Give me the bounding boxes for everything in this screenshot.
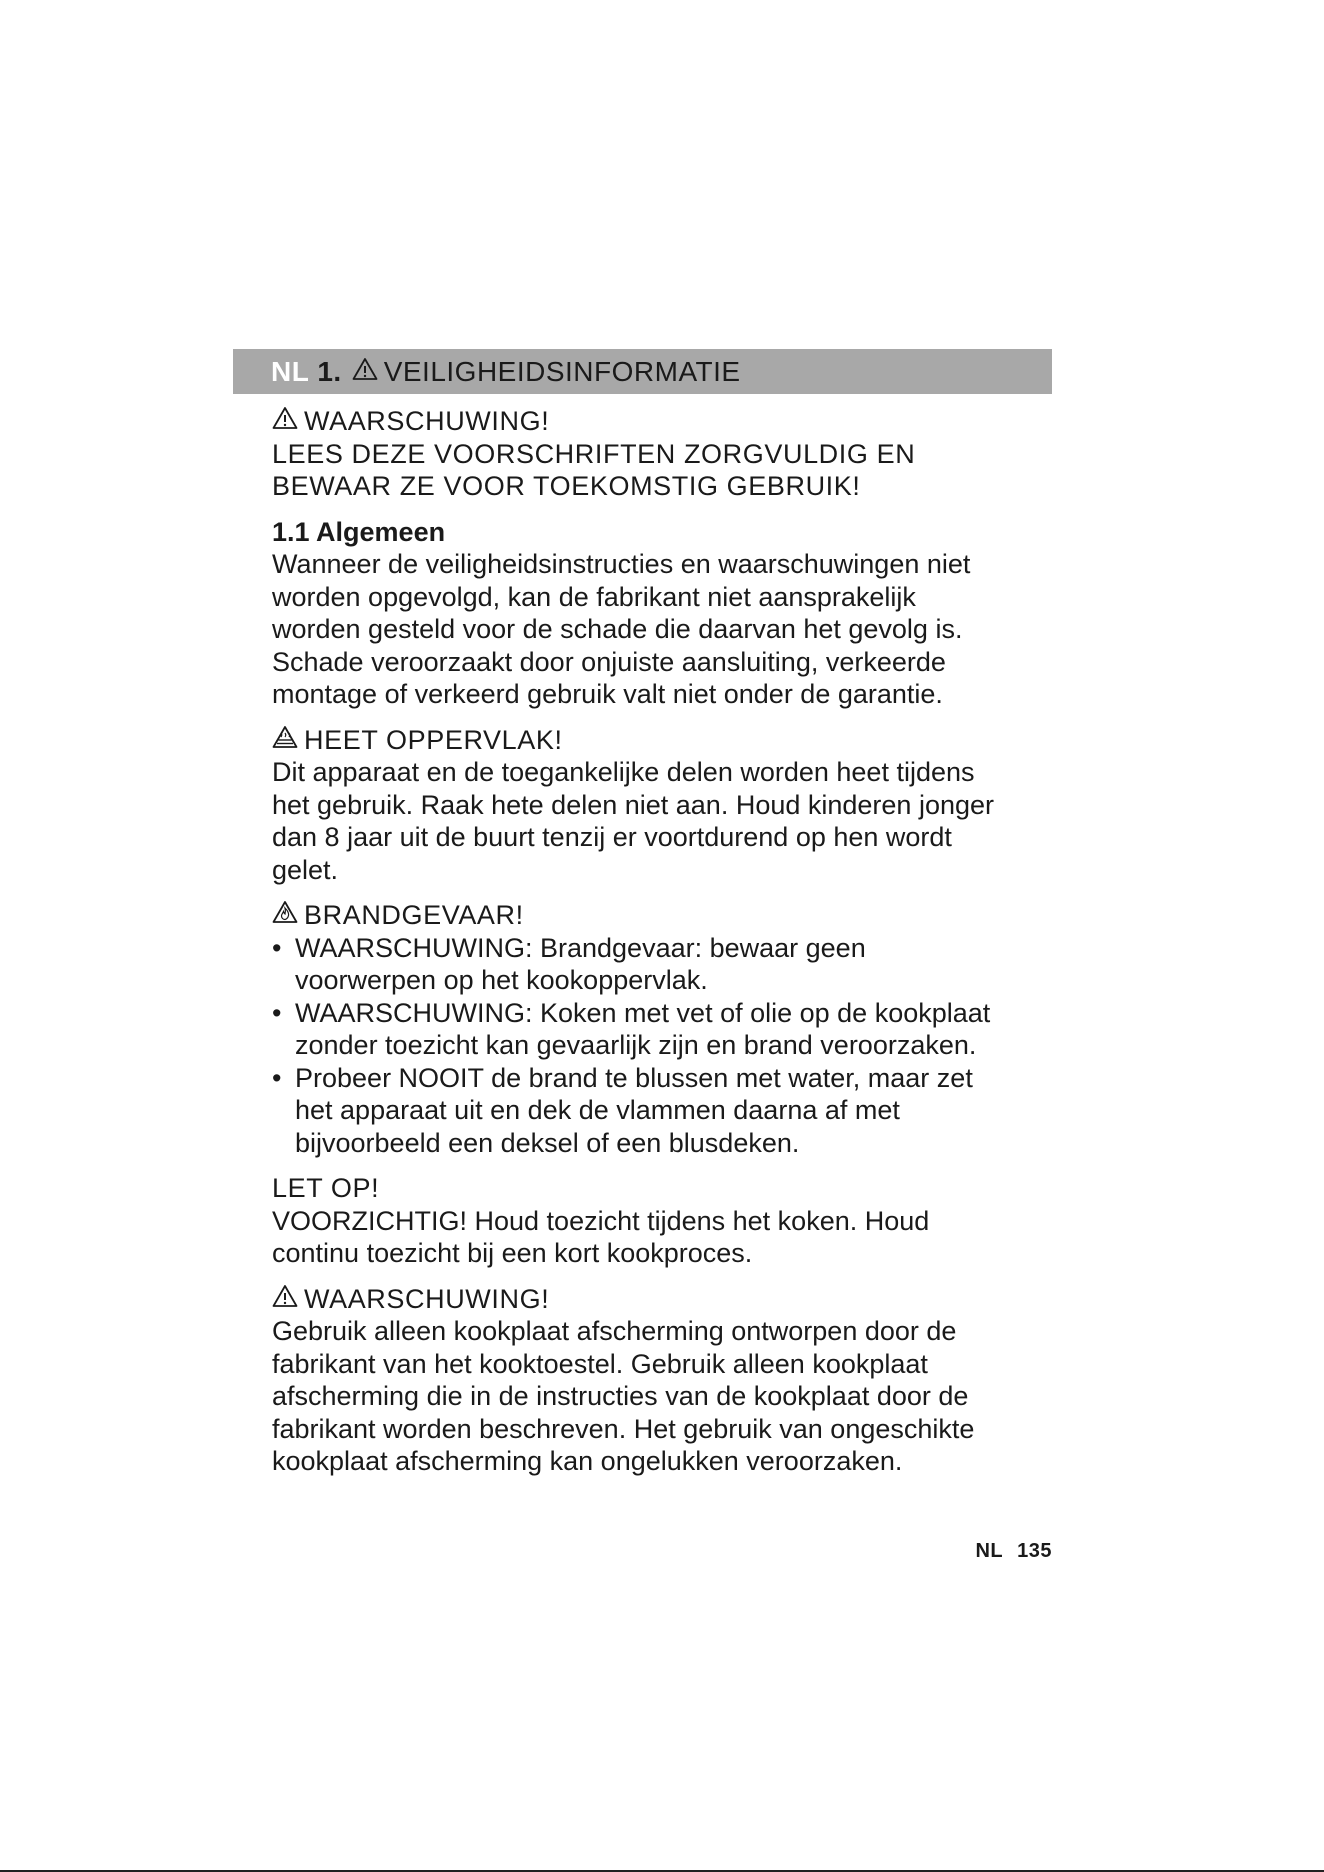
body-line: fabrikant worden beschreven. Het gebruik van ongeschikte bbox=[272, 1413, 975, 1444]
header-language: NL bbox=[271, 355, 310, 387]
bullet-line: zonder toezicht kan gevaarlijk zijn en brand veroorzaken. bbox=[295, 1030, 977, 1060]
warning-icon bbox=[272, 405, 298, 438]
body-line: het gebruik. Raak hete delen niet aan. Houd kinderen jonger bbox=[272, 789, 994, 820]
warning-icon bbox=[352, 356, 378, 388]
page-content bbox=[272, 405, 1072, 1478]
fire-hazard-list bbox=[272, 932, 1072, 1160]
bullet-line: WAARSCHUWING: Brandgevaar: bewaar geen bbox=[295, 932, 866, 963]
body-line: kookplaat afscherming kan ongelukken veroorzaken. bbox=[272, 1446, 903, 1476]
fire-hazard-section bbox=[272, 899, 1072, 1159]
body-line: dan 8 jaar uit de buurt tenzij er voortdurend op hen wordt bbox=[272, 822, 952, 852]
fire-icon bbox=[272, 899, 298, 932]
body-line: continu toezicht bij een kort kookproces. bbox=[272, 1238, 753, 1268]
section-header bbox=[233, 349, 1052, 394]
body-line: worden opgevolgd, kan de fabrikant niet aansprakelijk bbox=[272, 581, 916, 612]
body-line: gelet. bbox=[272, 854, 339, 885]
caution-section bbox=[272, 1172, 1072, 1270]
fire-hazard-label: BRANDGEVAAR! bbox=[304, 900, 524, 930]
list-item bbox=[272, 997, 1072, 1062]
warning-line: BEWAAR ZE VOOR TOEKOMSTIG GEBRUIK! bbox=[272, 471, 861, 501]
body-line: afscherming die in de instructies van de kookplaat door de bbox=[272, 1381, 969, 1411]
caution-label: LET OP! bbox=[272, 1173, 380, 1203]
general-section bbox=[272, 516, 1072, 711]
body-line: VOORZICHTIG! Houd toezicht tijdens het koken. Houd bbox=[272, 1205, 930, 1236]
body-line: montage of verkeerd gebruik valt niet onder de garantie. bbox=[272, 679, 943, 709]
list-item bbox=[272, 932, 1072, 997]
body-line: worden gesteld voor de schade die daarvan het gevolg is. bbox=[272, 614, 963, 644]
bullet-line: voorwerpen op het kookoppervlak. bbox=[295, 965, 708, 995]
body-line: fabrikant van het kooktoestel. Gebruik alleen kookplaat bbox=[272, 1348, 928, 1379]
hot-surface-label: HEET OPPERVLAK! bbox=[304, 724, 563, 755]
body-line: Wanneer de veiligheidsinstructies en waarschuwingen niet bbox=[272, 549, 971, 579]
warning-shield-section bbox=[272, 1283, 1072, 1478]
body-line: Gebruik alleen kookplaat afscherming ontworpen door de bbox=[272, 1316, 957, 1346]
bullet-line: het apparaat uit en dek de vlammen daarna af met bbox=[295, 1095, 900, 1125]
footer-language: NL bbox=[975, 1540, 1004, 1562]
bullet-line: bijvoorbeeld een deksel of een blusdeken. bbox=[295, 1127, 800, 1158]
warning-icon bbox=[272, 1283, 298, 1316]
warning-label: WAARSCHUWING! bbox=[304, 406, 550, 436]
hot-surface-icon bbox=[272, 724, 298, 757]
bullet-line: WAARSCHUWING: Koken met vet of olie op de kookplaat bbox=[295, 997, 991, 1028]
warning-label: WAARSCHUWING! bbox=[304, 1283, 550, 1314]
header-number: 1. bbox=[317, 355, 342, 387]
hot-surface-section bbox=[272, 724, 1072, 887]
list-item bbox=[272, 1062, 1072, 1160]
warning-intro bbox=[272, 405, 1072, 503]
page-number: 135 bbox=[1017, 1540, 1052, 1562]
body-line: Schade veroorzaakt door onjuiste aansluiting, verkeerde bbox=[272, 646, 946, 677]
bullet-line: Probeer NOOIT de brand te blussen met water, maar zet bbox=[295, 1062, 973, 1093]
section-heading: 1.1 Algemeen bbox=[272, 516, 446, 547]
header-title: VEILIGHEIDSINFORMATIE bbox=[383, 355, 741, 387]
warning-line: LEES DEZE VOORSCHRIFTEN ZORGVULDIG EN bbox=[272, 438, 916, 469]
page-footer bbox=[960, 1540, 1052, 1563]
body-line: Dit apparaat en de toegankelijke delen worden heet tijdens bbox=[272, 757, 975, 787]
